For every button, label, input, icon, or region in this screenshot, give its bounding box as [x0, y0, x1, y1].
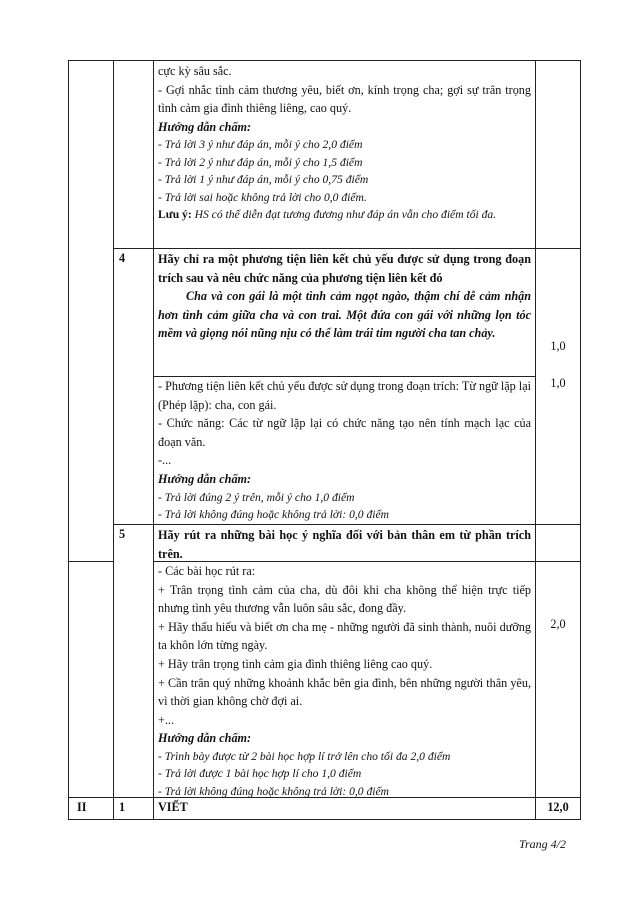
row3-content — [158, 62, 531, 223]
row3-guide-1: - Trả lời 3 ý như đáp án, mỗi ý cho 2,0 điểm — [158, 138, 363, 152]
row4-guide-1: - Trả lời đúng 2 ý trên, mỗi ý cho 1,0 điểm — [158, 490, 355, 504]
part2-number: 1 — [119, 800, 126, 814]
row5-guide-title: Hướng dẫn chấm: — [158, 731, 252, 746]
row5-question-block — [158, 526, 531, 563]
table-border-col3 — [153, 60, 154, 820]
row5-answer-block — [158, 562, 531, 800]
row3-guide-title: Hướng dẫn chấm: — [158, 119, 252, 134]
row5-answer-4: + Hãy trân trọng tình cảm gia đình thiêng liêng cao quý. — [158, 656, 433, 671]
table-border-right — [580, 60, 581, 820]
row4-answer-2: - Chức năng: Các từ ngữ lặp lại có chức năng tạo nên tính mạch lạc của đoạn văn. — [158, 416, 531, 449]
row4-number: 4 — [119, 251, 126, 265]
row5-answer-2: + Trân trọng tình cảm của cha, dù đôi khi cha không thể hiện trực tiếp nhưng tình yêu thương vẫn luôn sâu sắc, đong đầy. — [158, 582, 531, 616]
row4-question-block — [158, 250, 531, 343]
part2-label: II — [77, 800, 87, 814]
row4-guide-title: Hướng dẫn chấm: — [158, 471, 252, 486]
row3-note — [158, 206, 531, 223]
row5-answer-3: + Hãy thấu hiểu và biết ơn cha mẹ - những người đã sinh thành, nuôi dưỡng ta khôn lớn từng ngày. — [158, 619, 531, 653]
row5-guide-1: - Trình bày được từ 2 bài học hợp lí trở lên cho tối đa 2,0 điểm — [158, 749, 451, 763]
row5-answer-1: - Các bài học rút ra: — [158, 564, 256, 578]
table-bottom — [68, 819, 581, 820]
row3-note-label: Lưu ý: — [158, 208, 192, 221]
table-top — [68, 60, 581, 61]
row5-guide-2: - Trả lời được 1 bài học hợp lí cho 1,0 điểm — [158, 767, 362, 781]
row5-score: 2,0 — [550, 617, 566, 631]
row3-line-2: - Gợi nhắc tình cảm thương yêu, biết ơn, kính trọng cha; gợi sự trân trọng tình cảm gia đình thiêng liêng, cao quý. — [158, 82, 531, 116]
row4-quote-a: Cha và con gái là một tình cảm ngọt ngào, thậm chí dễ cảm nhận hơn tình cảm giữa cha và con trai. — [158, 289, 531, 322]
row5-answer-5: + Cần trân quý những khoảnh khắc bên gia đình, bên những người thân yêu, vì thời gian không chờ đợi ai. — [158, 675, 531, 709]
row5-question: Hãy rút ra những bài học ý nghĩa đối với bản thân em từ phần trích trên. — [158, 528, 531, 561]
row3-guide-4: - Trả lời sai hoặc không trả lời cho 0,0 điểm. — [158, 190, 367, 204]
row4-question: Hãy chỉ ra một phương tiện liên kết chủ yếu được sử dụng trong đoạn trích sau và nêu chức năng của phương tiện liên kết đó — [158, 252, 531, 285]
row5-answer-6: +... — [158, 712, 175, 727]
row4-guide-2: - Trả lời không đúng hoặc không trả lời: 0,0 điểm — [158, 507, 390, 521]
row4-quote — [158, 287, 531, 343]
row4-quote-b: Một đứa con gái với những lọn tóc mềm và giọng nói nũng nịu có thể làm trái tim người cha tan chảy. — [158, 307, 531, 341]
row4-score-1: 1,0 — [550, 339, 566, 353]
row5-top — [113, 524, 581, 525]
row5-guide-3: - Trả lời không đúng hoặc không trả lời: 0,0 điểm — [158, 784, 390, 798]
row4-answer-1: - Phương tiện liên kết chủ yếu được sử dụng trong đoạn trích: Từ ngữ lặp lại (Phép lặp): cha, con gái. — [158, 379, 531, 412]
row3-guide-2: - Trả lời 2 ý như đáp án, mỗi ý cho 1,5 điểm — [158, 155, 363, 169]
table-border-col2 — [113, 60, 114, 820]
row4-score-2: 1,0 — [550, 376, 566, 390]
table-border-left — [68, 60, 69, 820]
page-number: Trang 4/2 — [519, 837, 567, 851]
row3-guide-3: - Trả lời 1 ý như đáp án, mỗi ý cho 0,75 điểm — [158, 173, 369, 187]
table-border-col4 — [535, 60, 536, 820]
part2-title: VIẾT — [158, 800, 188, 814]
row5-number: 5 — [119, 527, 126, 541]
row4-answer-block — [158, 377, 531, 523]
row5-sub-divider — [68, 561, 113, 562]
row4-top — [113, 248, 581, 249]
row3-note-text: HS có thể diễn đạt tương đương như đáp án vẫn cho điểm tối đa. — [191, 208, 497, 221]
row4-answer-3: -... — [158, 453, 172, 468]
part2-score: 12,0 — [547, 800, 569, 814]
row3-line-1: cực kỳ sâu sắc. — [158, 64, 232, 78]
